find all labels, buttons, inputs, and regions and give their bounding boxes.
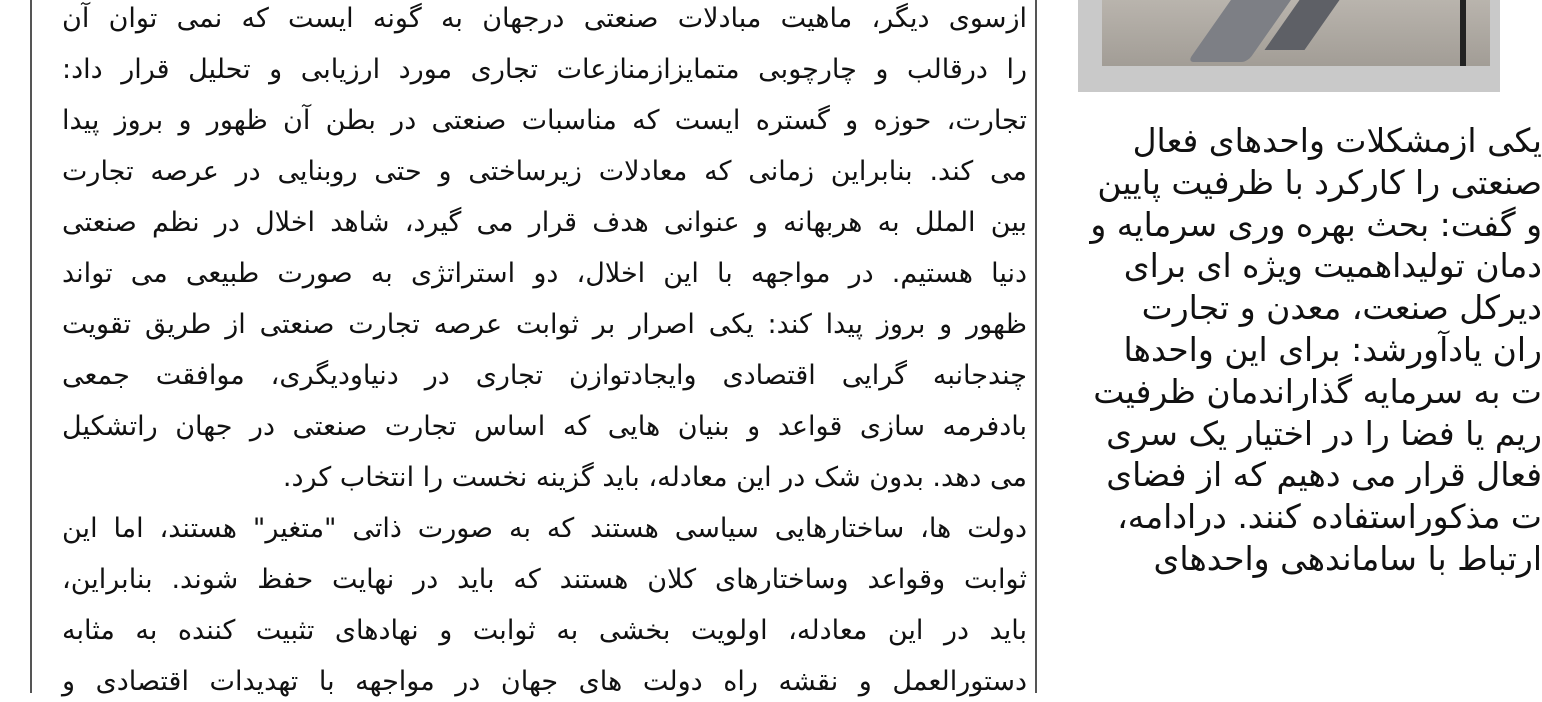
photo-image xyxy=(1102,0,1490,66)
side-article-line: ت به سرمایه گذاراندمان ظرفیت xyxy=(1093,371,1542,411)
side-article-column xyxy=(1082,120,1542,580)
main-article-line: دنیا هستیم. در مواجهه با این اخلال، دو استراتژی به صورت طبیعی می تواند xyxy=(62,258,1027,289)
photo-pole xyxy=(1460,0,1466,66)
side-article-line: یکی ازمشکلات واحدهای فعال xyxy=(1132,121,1542,160)
main-article-line: دولت ها، ساختارهایی سیاسی هستند که به صورت ذاتی "متغیر" هستند، اما این xyxy=(62,513,1027,544)
side-article-line: ت مذکوراستفاده کنند. درادامه، xyxy=(1117,497,1542,537)
main-article-line: ظهور و بروز پیدا کند: یکی اصرار بر ثوابت عرصه تجارت صنعتی از طریق تقویت xyxy=(62,309,1027,340)
main-article-line: چندجانبه گرایی اقتصادی وایجادتوازن تجاری در دنیاودیگری، موافقت جمعی xyxy=(62,360,1027,391)
side-article-line: دیرکل صنعت، معدن و تجارت xyxy=(1141,288,1542,328)
main-article-line: می کند. بنابراین زمانی که معادلات زیرساختی و حتی روبنایی در عرصه تجارت xyxy=(62,156,1027,187)
left-column-rule xyxy=(30,0,32,693)
main-article-column xyxy=(62,0,1027,697)
main-article-line: ثوابت وقواعد وساختارهای کلان هستند که باید در نهایت حفظ شوند. بنابراین، xyxy=(62,564,1027,595)
main-article-line: باید در این معادله، اولویت بخشی به ثوابت و نهادهای تثبیت کننده به مثابه xyxy=(62,615,1027,646)
main-article-line: را درقالب و چارچوبی متمایزازمنازعات تجاری مورد ارزیابی و تحلیل قرار داد: xyxy=(62,54,1027,85)
main-article-line: تجارت، حوزه و گستره ایست که مناسبات صنعتی در بطن آن ظهور و بروز پیدا xyxy=(62,105,1027,136)
side-article-line: دمان تولیداهمیت ویژه ای برای xyxy=(1123,246,1542,286)
main-article-line: دستورالعمل و نقشه راه دولت های جهان در مواجهه با تهدیدات اقتصادی و xyxy=(62,666,1027,697)
main-article-line: ازسوی دیگر، ماهیت مبادلات صنعتی درجهان به گونه ایست که نمی توان آن xyxy=(62,3,1027,34)
article-photo xyxy=(1078,0,1500,92)
side-article-line: صنعتی را کارکرد با ظرفیت پایین xyxy=(1097,162,1542,202)
side-article-line: ارتباط با ساماندهی واحدهای xyxy=(1153,538,1542,578)
column-divider xyxy=(1035,0,1037,693)
side-article-line: و گفت: بحث بهره وری سرمایه و xyxy=(1090,204,1542,244)
side-article-line: ریم یا فضا را در اختیار یک سری xyxy=(1106,413,1542,453)
side-article-line: ران یادآورشد: برای این واحدها xyxy=(1123,329,1542,369)
side-article-line: فعال قرار می دهیم که از فضای xyxy=(1106,455,1542,495)
left-margin-strip xyxy=(0,0,30,693)
main-article-line: بین الملل به هربهانه و عنوانی هدف قرار می گیرد، شاهد اخلال در نظم صنعتی xyxy=(62,207,1027,238)
main-article-line: می دهد. بدون شک در این معادله، باید گزینه نخست را انتخاب کرد. xyxy=(282,462,1027,493)
main-article-line: بادفرمه سازی قواعد و بنیان هایی که اساس تجارت صنعتی در جهان راتشکیل xyxy=(62,411,1027,442)
